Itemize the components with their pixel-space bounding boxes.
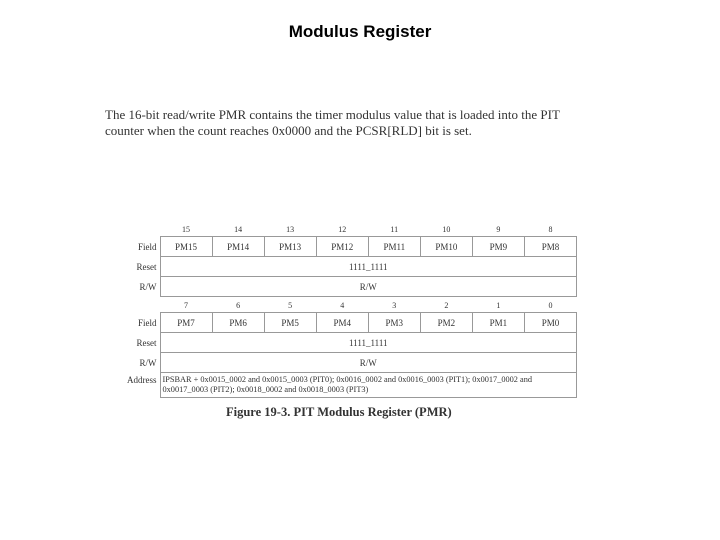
bit-number: 10 xyxy=(442,224,451,234)
bit-number: 14 xyxy=(234,224,243,234)
figure-caption: Figure 19-3. PIT Modulus Register (PMR) xyxy=(226,405,452,419)
bit-number: 6 xyxy=(236,300,241,310)
reset-label: Reset xyxy=(136,337,157,348)
field-cell: PM13 xyxy=(264,237,316,257)
field-cell: PM5 xyxy=(264,313,316,333)
reset-row xyxy=(115,257,577,277)
bit-number: 5 xyxy=(288,300,293,310)
rw-value: R/W xyxy=(160,277,577,297)
bit-number: 13 xyxy=(286,224,295,234)
intro-paragraph: The 16-bit read/write PMR contains the timer modulus value that is loaded into the PIT counter when the count reaches 0x0000 and the PCSR[RLD] bit is set. xyxy=(105,107,560,138)
rw-row xyxy=(115,353,577,373)
field-cell: PM8 xyxy=(524,237,576,257)
bit-number: 3 xyxy=(392,300,397,310)
field-cell: PM9 xyxy=(472,237,524,257)
reset-label: Reset xyxy=(136,261,157,272)
register-table-low-byte xyxy=(115,298,577,398)
bit-number: 4 xyxy=(340,300,345,310)
bit-number: 9 xyxy=(496,224,501,234)
rw-row xyxy=(115,277,577,297)
bit-number: 7 xyxy=(184,300,189,310)
rw-label: R/W xyxy=(139,281,157,292)
bit-number: 0 xyxy=(548,300,553,310)
field-cell: PM2 xyxy=(420,313,472,333)
address-row xyxy=(115,373,577,398)
empty-label xyxy=(115,298,160,313)
slide-title: Modulus Register xyxy=(288,22,432,41)
field-row xyxy=(115,313,577,333)
register-table-high-byte xyxy=(115,222,577,297)
field-cell: PM6 xyxy=(212,313,264,333)
field-label: Field xyxy=(137,241,157,252)
field-cell: PM12 xyxy=(316,237,368,257)
reset-row xyxy=(115,333,577,353)
bit-number-row xyxy=(115,222,577,237)
field-cell: PM7 xyxy=(160,313,212,333)
address-label: Address xyxy=(127,374,157,385)
empty-label xyxy=(115,222,160,237)
reset-value: 1111_1111 xyxy=(160,257,577,277)
bit-number: 11 xyxy=(390,224,399,234)
field-cell: PM11 xyxy=(368,237,420,257)
bit-number: 12 xyxy=(338,224,347,234)
field-cell: PM14 xyxy=(212,237,264,257)
rw-label: R/W xyxy=(139,357,157,368)
reset-value: 1111_1111 xyxy=(160,333,577,353)
field-row xyxy=(115,237,577,257)
bit-number-row xyxy=(115,298,577,313)
rw-value: R/W xyxy=(160,353,577,373)
field-cell: PM1 xyxy=(472,313,524,333)
field-cell: PM0 xyxy=(524,313,576,333)
bit-number: 8 xyxy=(548,224,553,234)
field-cell: PM10 xyxy=(420,237,472,257)
bit-number: 15 xyxy=(182,224,191,234)
bit-number: 1 xyxy=(496,300,501,310)
bit-number: 2 xyxy=(444,300,449,310)
field-cell: PM3 xyxy=(368,313,420,333)
address-value: IPSBAR + 0x0015_0002 and 0x0015_0003 (PIT0); 0x0016_0002 and 0x0016_0003 (PIT1); 0x0017_0002 and 0x0017_0003 (PIT2); 0x0018_0002 and 0x0018_0003 (PIT3) xyxy=(160,373,577,398)
field-label: Field xyxy=(137,317,157,328)
field-cell: PM15 xyxy=(160,237,212,257)
field-cell: PM4 xyxy=(316,313,368,333)
